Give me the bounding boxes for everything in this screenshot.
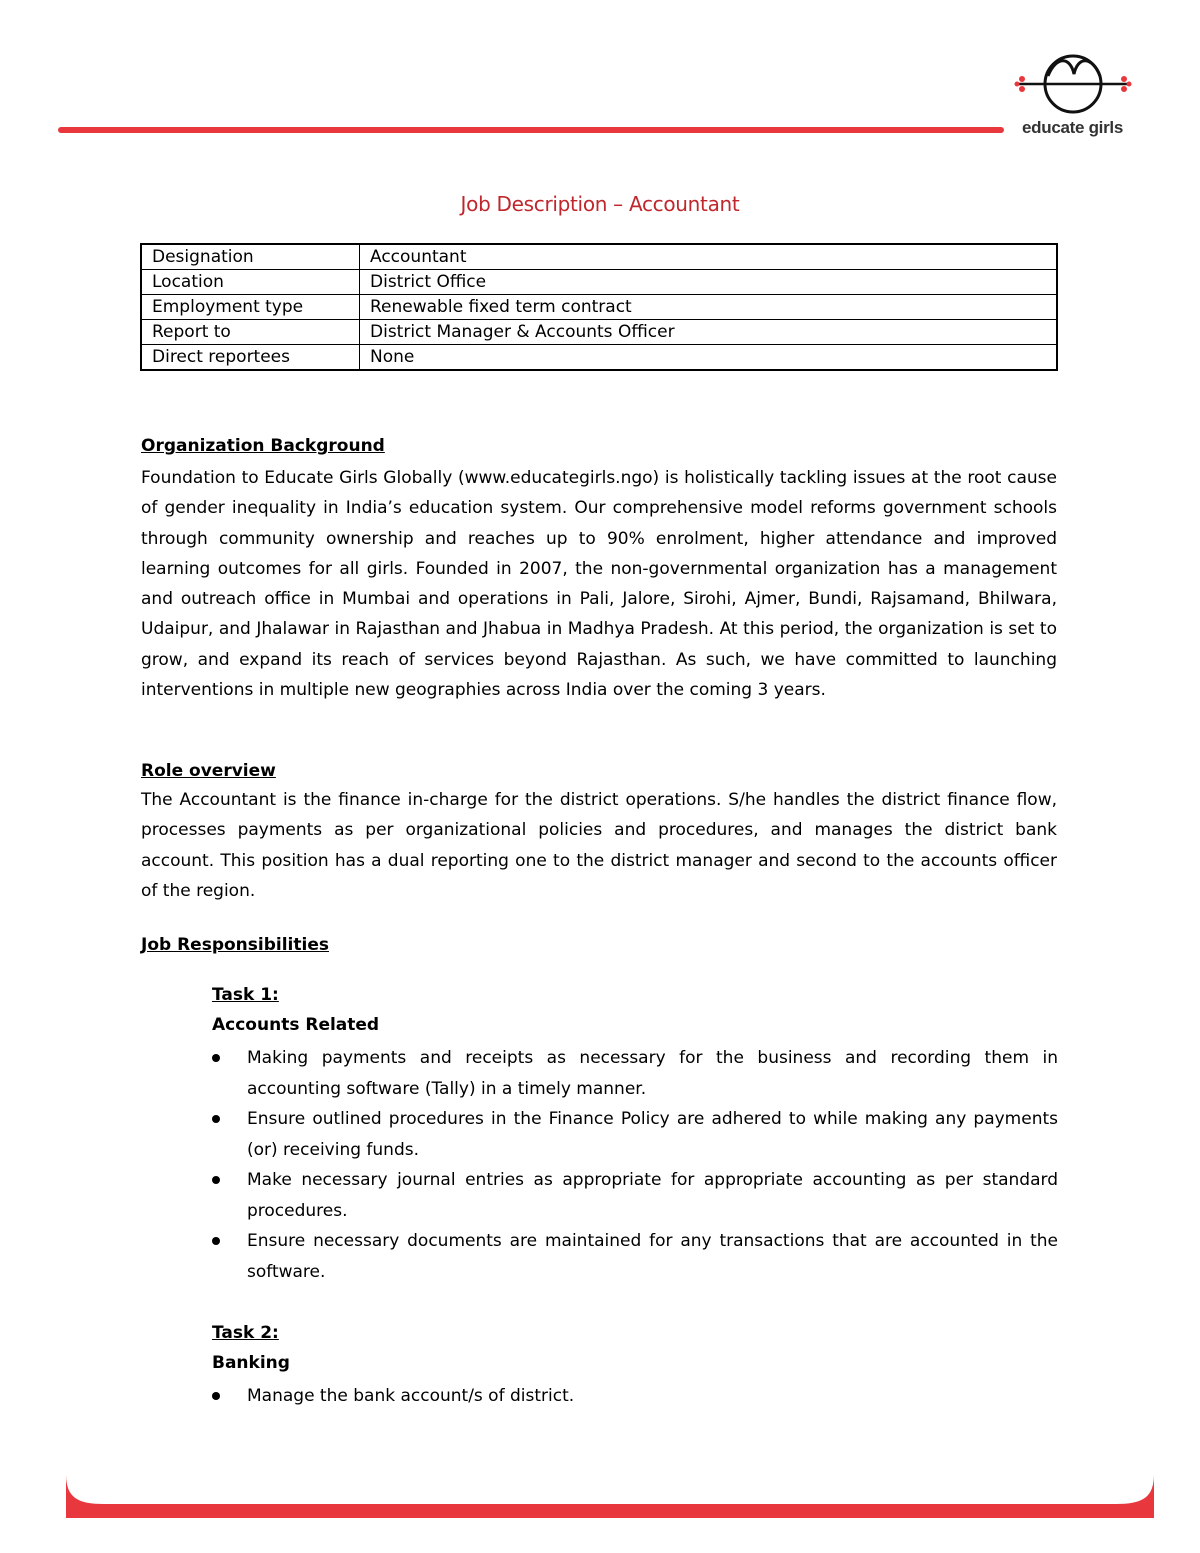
list-item-text: Manage the bank account/s of district.: [247, 1386, 575, 1406]
table-cell-label: Location: [141, 270, 360, 295]
table-cell-value: None: [360, 345, 1058, 371]
role-overview-body: The Accountant is the finance in-charge for the district operations. S/he handles the district finance flow, processes payments as per organizational policies and procedures, and manages the district bank account. This position has a dual reporting one to the district manager and second to the accounts officer of the region.: [141, 790, 1057, 901]
list-item-text: Ensure outlined procedures in the Finance Policy are adhered to while making any payments (or) receiving funds.: [247, 1109, 1058, 1160]
table-cell-label: Direct reportees: [141, 345, 360, 371]
task-1-title: Accounts Related: [212, 1015, 380, 1035]
job-responsibilities-heading: Job Responsibilities: [141, 935, 329, 955]
org-background-heading: Organization Background: [141, 436, 385, 456]
bullet-icon: [212, 1237, 220, 1245]
educate-girls-logo-icon: [1008, 48, 1138, 118]
list-item: [212, 1226, 1058, 1287]
table-cell-value: Renewable fixed term contract: [360, 295, 1058, 320]
brand-name: educate girls: [1022, 118, 1123, 137]
task-2-label: Task 2:: [212, 1323, 279, 1343]
page-title: Job Description – Accountant: [460, 192, 740, 216]
org-background-body: Foundation to Educate Girls Globally (www.educategirls.ngo) is holistically tackling issues at the root cause of gender inequality in India’s education system. Our comprehensive model reforms government schools through community ownership and reaches up to 90% enrolment, higher attendance and improved learning outcomes for all girls. Founded in 2007, the non-governmental organization has a management and outreach office in Mumbai and operations in Pali, Jalore, Sirohi, Ajmer, Bundi, Rajsamand, Bhilwara, Udaipur, and Jhalawar in Rajasthan and Jhabua in Madhya Pradesh. At this period, the organization is set to grow, and expand its reach of services beyond Rajasthan. As such, we have committed to launching interventions in multiple new geographies across India over the coming 3 years.: [141, 468, 1057, 701]
bullet-icon: [212, 1176, 220, 1184]
list-item-text: Ensure necessary documents are maintained for any transactions that are accounted in the software.: [247, 1231, 1058, 1282]
job-info-table: [140, 243, 1058, 371]
header-red-rule: [58, 127, 1004, 133]
table-cell-label: Report to: [141, 320, 360, 345]
table-row: [141, 320, 1057, 345]
list-item: [212, 1043, 1058, 1104]
table-row: [141, 270, 1057, 295]
table-row: [141, 345, 1057, 371]
list-item: [212, 1381, 1058, 1412]
table-row: [141, 295, 1057, 320]
table-cell-label: Designation: [141, 244, 360, 270]
task-2-list: [212, 1381, 1058, 1412]
list-item: [212, 1104, 1058, 1165]
table-cell-label: Employment type: [141, 295, 360, 320]
role-overview-heading: Role overview: [141, 761, 276, 781]
bullet-icon: [212, 1392, 220, 1400]
list-item-text: Making payments and receipts as necessary for the business and recording them in accounting software (Tally) in a timely manner.: [247, 1048, 1058, 1099]
list-item-text: Make necessary journal entries as appropriate for appropriate accounting as per standard procedures.: [247, 1170, 1058, 1221]
brand-logo: [1008, 48, 1138, 143]
table-row: [141, 244, 1057, 270]
task-2-title: Banking: [212, 1353, 290, 1373]
table-cell-value: District Office: [360, 270, 1058, 295]
table-cell-value: District Manager & Accounts Officer: [360, 320, 1058, 345]
footer-red-band: [64, 1472, 1156, 1518]
task-1-label: Task 1:: [212, 985, 279, 1005]
table-cell-value: Accountant: [360, 244, 1058, 270]
bullet-icon: [212, 1115, 220, 1123]
list-item: [212, 1165, 1058, 1226]
task-1-list: [212, 1043, 1058, 1287]
bullet-icon: [212, 1054, 220, 1062]
